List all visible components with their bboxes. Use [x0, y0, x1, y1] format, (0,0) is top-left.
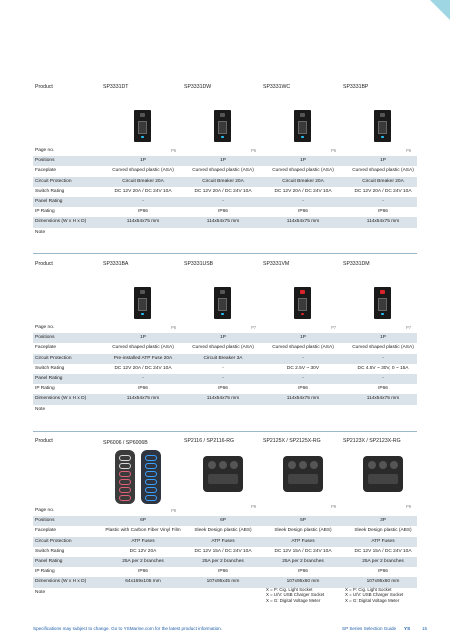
- spec-value: 107x95x60 mm: [366, 579, 400, 585]
- spec-value: Pre-installed ATP Fuse 20A: [113, 355, 173, 361]
- spec-value: Circuit Breaker 3A: [203, 355, 243, 361]
- spec-value: -: [302, 355, 304, 361]
- spec-value: -: [222, 198, 224, 204]
- spec-row: [33, 187, 417, 197]
- spec-value: ATP Fuses: [211, 538, 235, 544]
- product-name: SP3331USB: [184, 261, 214, 267]
- spec-value: -: [382, 375, 384, 381]
- spec-value: 107x95x60 mm: [286, 579, 320, 585]
- spec-value: 1P: [300, 335, 306, 341]
- spec-label: Positions: [35, 158, 55, 164]
- spec-value: Sleek Design plastic (ABS): [274, 528, 332, 534]
- page-ref: P6: [406, 148, 412, 153]
- product-header-row: [33, 82, 417, 92]
- spec-row: [33, 354, 417, 364]
- note-line: X = G: Digital Voltage Meter: [345, 597, 400, 603]
- spec-value: DC 12V 15A / DC 24V 10A: [194, 548, 252, 554]
- product-name: SP3331DW: [184, 84, 212, 90]
- spec-row: [33, 384, 417, 394]
- spec-value: 107x95x45 mm: [206, 579, 240, 585]
- product-block-3: [33, 436, 417, 616]
- spec-label: Faceplate: [35, 345, 57, 351]
- spec-value: 25A per 2 branches: [122, 558, 164, 564]
- spec-value: Curved shaped plastic (ASA): [352, 168, 414, 174]
- spec-value: DC 12V 20A: [129, 548, 157, 554]
- spec-value: IP66: [298, 209, 308, 215]
- note-line: X = P: Cig. Light Socket: [266, 587, 313, 592]
- spec-table: [33, 146, 417, 238]
- product-header-label: Product: [35, 84, 53, 90]
- product-header-row: [33, 259, 417, 269]
- switch-panel-image: [214, 287, 231, 319]
- spec-value: 1P: [380, 158, 386, 164]
- spec-value: ATP Fuses: [371, 538, 395, 544]
- spec-value: Curved shaped plastic (ASA): [112, 168, 174, 174]
- spec-value: DC 12V 20A / DC 24V 10A: [274, 188, 332, 194]
- spec-value: DC 12V 15A / DC 24V 10A: [274, 548, 332, 554]
- section-divider: [33, 253, 417, 254]
- footer-guide-title: SP Series Selection Guide: [342, 626, 397, 631]
- spec-row: [33, 374, 417, 384]
- spec-label: Faceplate: [35, 528, 57, 534]
- spec-value: Circuit Breaker 20A: [122, 178, 164, 184]
- page-ref: P6: [331, 148, 337, 153]
- product-name: SP3331BP: [343, 84, 369, 90]
- spec-value: 3P: [380, 518, 386, 524]
- spec-row: [33, 343, 417, 353]
- spec-value: IP66: [378, 209, 388, 215]
- spec-value: Sleek Design plastic (ABS): [354, 528, 412, 534]
- product-name: SP2116 / SP2116-RG: [184, 438, 234, 444]
- spec-row: [33, 364, 417, 374]
- spec-value: 114x54x75 mm: [286, 396, 320, 402]
- footer-page-number: 15: [422, 626, 428, 631]
- spec-label: Circuit Protection: [35, 178, 72, 184]
- footer-brand: YS: [404, 626, 411, 631]
- spec-row: [33, 323, 417, 333]
- spec-row: [33, 146, 417, 156]
- spec-value: 25A per 2 branches: [202, 558, 244, 564]
- spec-value: 25A per 2 branches: [282, 558, 324, 564]
- spec-row: [33, 156, 417, 166]
- spec-value: IP66: [218, 569, 228, 575]
- spec-row: [33, 537, 417, 547]
- spec-value: Curved shaped plastic (ASA): [352, 345, 414, 351]
- switch-panel-image: [214, 110, 231, 142]
- spec-value: IP66: [138, 569, 148, 575]
- spec-label: Positions: [35, 518, 55, 524]
- spec-value: 1P: [140, 335, 146, 341]
- product-name: SP3331DT: [103, 84, 129, 90]
- spec-row: [33, 333, 417, 343]
- spec-value: 6P: [220, 518, 226, 524]
- spec-label: Circuit Protection: [35, 355, 72, 361]
- spec-value: ATP Fuses: [131, 538, 155, 544]
- spec-label: Dimensions (W x H x D): [35, 219, 87, 225]
- spec-row: [33, 506, 417, 516]
- spec-value: DC 2.5V ~ 30V: [286, 365, 320, 371]
- section-divider: [33, 431, 417, 432]
- spec-value: -: [302, 198, 304, 204]
- spec-value: DC 12V 15A / DC 24V 10A: [354, 548, 412, 554]
- spec-value: -: [222, 365, 224, 371]
- spec-value: 1P: [220, 335, 226, 341]
- spec-value: 114x54x75 mm: [126, 396, 160, 402]
- spec-value: DC 4.5V ~ 30V, 0 ~ 15A: [357, 365, 409, 371]
- spec-label: Note: [35, 406, 46, 412]
- spec-label: IP Rating: [35, 386, 55, 392]
- spec-row: [33, 166, 417, 176]
- spec-value: Plastic with Carbon Fiber Vinyl Film: [105, 528, 181, 534]
- switch-panel-image: [294, 110, 311, 142]
- product-name: SP2123X / SP2123X-RG: [343, 438, 401, 444]
- product-name: SP2125X / SP2125X-RG: [263, 438, 321, 444]
- spec-value: IP66: [138, 386, 148, 392]
- spec-value: 114x54x75 mm: [286, 219, 320, 225]
- page-ref: P7: [331, 325, 337, 330]
- spec-value: ATP Fuses: [291, 538, 315, 544]
- spec-value: Circuit Breaker 20A: [282, 178, 324, 184]
- product-block-2: [33, 259, 417, 429]
- spec-value: 114x54x75 mm: [366, 219, 400, 225]
- spec-value: 5P: [300, 518, 306, 524]
- spec-value: -: [382, 355, 384, 361]
- spec-label: Panel Rating: [35, 558, 63, 564]
- switch-panel-image: [134, 287, 151, 319]
- spec-label: Dimensions (W x H x D): [35, 396, 87, 402]
- page-ref: P6: [171, 148, 177, 153]
- spec-value: DC 12V 20A / DC 24V 10A: [354, 188, 412, 194]
- spec-table: [33, 506, 417, 598]
- spec-value: Curved shaped plastic (ASA): [272, 345, 334, 351]
- product-name: SP6006 / SP6006B: [103, 440, 148, 446]
- note-line: X = U/V: USB Charger Socket: [266, 592, 325, 598]
- spec-value: DC 12V 20A / DC 24V 10A: [194, 188, 252, 194]
- spec-label: Switch Rating: [35, 365, 65, 371]
- page-ref: P6: [251, 148, 257, 153]
- product-header-label: Product: [35, 261, 53, 267]
- spec-row: [33, 197, 417, 207]
- spec-row: [33, 177, 417, 187]
- spec-row: [33, 207, 417, 217]
- spec-row: [33, 217, 417, 227]
- product-name: SP3331BA: [103, 261, 129, 267]
- spec-row: [33, 567, 417, 577]
- spec-value: Curved shaped plastic (ASA): [272, 168, 334, 174]
- page-ref: P6: [171, 325, 177, 330]
- spec-label: Page no.: [35, 148, 55, 153]
- spec-value: DC 12V 20A / DC 24V 10A: [114, 365, 172, 371]
- spec-value: Circuit Breaker 20A: [202, 178, 244, 184]
- spec-label: Page no.: [35, 508, 55, 513]
- note-line: X = P: Cig. Light Socket: [345, 587, 392, 592]
- page-ref: P8: [171, 508, 177, 513]
- spec-label: Page no.: [35, 325, 55, 330]
- spec-label: Circuit Protection: [35, 538, 72, 544]
- spec-row: [33, 516, 417, 526]
- switch-panel-image: [115, 450, 135, 504]
- spec-value: 64x169x105 mm: [125, 579, 161, 585]
- switch-panel-image: [374, 287, 391, 319]
- switch-panel-image: [294, 287, 311, 319]
- spec-value: 25A per 2 branches: [362, 558, 404, 564]
- spec-value: 114x54x75 mm: [206, 396, 240, 402]
- footer-disclaimer: Specifications may subject to change. Go to YSMarine.com for the latest product information.: [33, 626, 223, 631]
- note-text: [345, 587, 403, 603]
- note-line: X = G: Digital Voltage Meter: [266, 597, 321, 603]
- spec-value: IP66: [378, 386, 388, 392]
- spec-value: IP66: [298, 386, 308, 392]
- spec-label: Panel Rating: [35, 375, 63, 381]
- spec-row: [33, 547, 417, 557]
- spec-value: 114x54x75 mm: [206, 219, 240, 225]
- spec-value: Sleek Design plastic (ABS): [194, 528, 252, 534]
- spec-value: 1P: [140, 158, 146, 164]
- spec-value: Curved shaped plastic (ASA): [112, 345, 174, 351]
- spec-label: Switch Rating: [35, 188, 65, 194]
- spec-value: 114x54x75 mm: [126, 219, 160, 225]
- spec-value: -: [382, 198, 384, 204]
- switch-panel-image: [283, 456, 323, 492]
- switch-panel-image: [141, 450, 161, 504]
- note-line: X = U/V: USB Charger Socket: [345, 592, 404, 598]
- spec-label: Faceplate: [35, 168, 57, 174]
- note-text: [266, 587, 324, 603]
- spec-value: IP66: [218, 209, 228, 215]
- spec-value: DC 12V 20A / DC 24V 10A: [114, 188, 172, 194]
- spec-row: [33, 405, 417, 415]
- product-images: [33, 273, 417, 323]
- spec-label: Positions: [35, 335, 55, 341]
- page-corner-decoration: [430, 0, 450, 20]
- spec-row: [33, 394, 417, 404]
- page-ref: P9: [251, 504, 257, 509]
- spec-value: -: [142, 375, 144, 381]
- spec-value: 114x54x75 mm: [366, 396, 400, 402]
- page-ref: P7: [251, 325, 257, 330]
- spec-value: 1P: [300, 158, 306, 164]
- spec-value: IP66: [218, 386, 228, 392]
- page-ref: P9: [406, 504, 412, 509]
- spec-value: IP66: [138, 209, 148, 215]
- switch-panel-image: [203, 456, 243, 492]
- spec-value: IP66: [378, 569, 388, 575]
- product-name: SP3331VM: [263, 261, 290, 267]
- switch-panel-image: [374, 110, 391, 142]
- product-images: [33, 96, 417, 146]
- spec-row: [33, 526, 417, 536]
- spec-row: [33, 557, 417, 567]
- spec-value: -: [142, 198, 144, 204]
- spec-value: -: [302, 375, 304, 381]
- spec-label: Panel Rating: [35, 198, 63, 204]
- spec-value: -: [222, 375, 224, 381]
- spec-table: [33, 323, 417, 415]
- spec-value: Curved shaped plastic (ASA): [192, 345, 254, 351]
- switch-panel-image: [363, 456, 403, 492]
- switch-panel-image: [134, 110, 151, 142]
- spec-value: 6P: [140, 518, 146, 524]
- spec-value: 1P: [380, 335, 386, 341]
- page-ref: P7: [406, 325, 412, 330]
- spec-label: IP Rating: [35, 569, 55, 575]
- spec-row: [33, 228, 417, 238]
- product-header-row: [33, 436, 417, 446]
- spec-label: Dimensions (W x H x D): [35, 579, 87, 585]
- product-name: SP3331WC: [263, 84, 291, 90]
- spec-row: [33, 577, 417, 587]
- spec-label: Note: [35, 589, 46, 595]
- spec-value: Curved shaped plastic (ASA): [192, 168, 254, 174]
- spec-value: IP66: [298, 569, 308, 575]
- spec-label: Note: [35, 229, 46, 235]
- page-ref: P9: [331, 504, 337, 509]
- spec-label: IP Rating: [35, 209, 55, 215]
- product-name: SP3331DM: [343, 261, 370, 267]
- spec-value: 1P: [220, 158, 226, 164]
- product-header-label: Product: [35, 438, 53, 444]
- spec-label: Switch Rating: [35, 548, 65, 554]
- page-footer: [0, 622, 450, 637]
- spec-value: Circuit Breaker 20A: [362, 178, 404, 184]
- product-block-1: [33, 82, 417, 252]
